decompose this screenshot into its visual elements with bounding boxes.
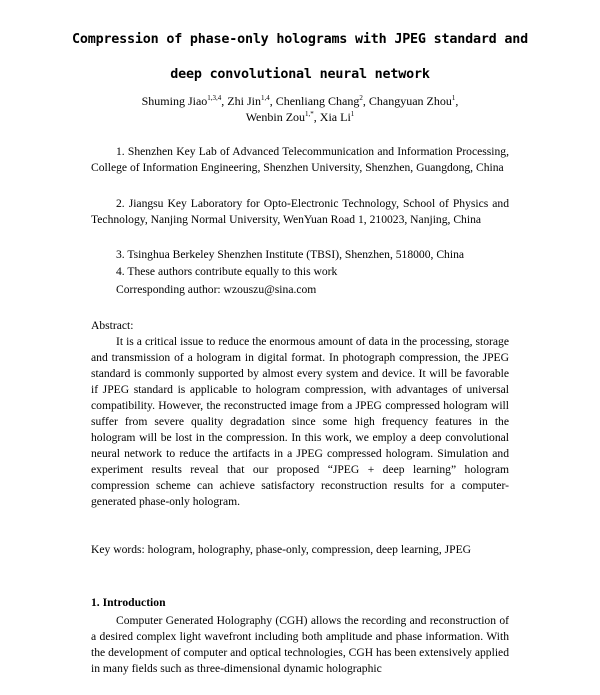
abstract-body: It is a critical issue to reduce the enormous amount of data in the processing, storage and transmission of a hologram in digital format. In photograph compression, the JPEG standard is commonly supported by almost every system and device. It will be favorable if JPEG standard is applicable to hologram compression, with advantages of universal compatibility. However, the reconstructed image from a JPEG compressed hologram will suffer from severe quality degradation since some high frequency features in the hologram will be lost in the compression. In this work, we employ a deep convolutional neural network to reduce the artifacts in a JPEG compressed hologram. Simulation and experiment results reveal that our proposed “JPEG + deep learning” hologram compression scheme can achieve satisfactory reconstruction results for a computer-generated phase-only hologram. (91, 335, 509, 508)
author-affiliation-sup: 1 (350, 110, 355, 118)
affiliation-3: 3. Tsinghua Berkeley Shenzhen Institute (TBSI), Shenzhen, 518000, China (116, 248, 465, 261)
author-affiliation-sup: 2 (359, 94, 363, 102)
author-name: Xia Li (319, 110, 351, 124)
author-name: Changyuan Zhou (368, 94, 452, 108)
affiliation-1: 1. Shenzhen Key Lab of Advanced Telecommunication and Information Processing, College of Information Engineering, Shenzhen University, Shenzhen, Guangdong, China (91, 145, 509, 174)
section-heading-introduction: 1. Introduction (91, 596, 166, 609)
keywords: Key words: hologram, holography, phase-only, compression, deep learning, JPEG (91, 543, 472, 556)
author-list-line-1: Shuming Jiao$^{1,3,4}$, Zhi Jin$^{1,4}$, Chenliang Chang$^2$, Changyuan Zhou$^1$, (141, 94, 459, 108)
affiliation-4: 4. These authors contribute equally to this work (116, 265, 338, 278)
affiliation-2: 2. Jiangsu Key Laboratory for Opto-Electronic Technology, School of Physics and Technology, Nanjing Normal University, WenYuan Road 1, 210023, Nanjing, China (91, 197, 509, 226)
author-list-line-2: Wenbin Zou$^{1,*}$, Xia Li$^1$ (245, 110, 355, 124)
author-name: Zhi Jin (227, 94, 261, 108)
author-name: Chenliang Chang (275, 94, 360, 108)
author-affiliation-sup: 1,3,4 (207, 94, 222, 102)
abstract-label: Abstract: (91, 319, 134, 332)
author-name: Shuming Jiao (141, 94, 208, 108)
author-affiliation-sup: 1 (451, 94, 456, 102)
corresponding-author: Corresponding author: wzouszu@sina.com (116, 283, 317, 296)
introduction-body: Computer Generated Holography (CGH) allows the recording and reconstruction of a desired complex light wavefront including both amplitude and phase information. With the development of computer and optical technologies, CGH has been extensively applied in many fields such as three-dimensional dynamic holographic (91, 614, 509, 675)
paper-title-line-2: deep convolutional neural network (170, 67, 430, 82)
paper-title-line-1: Compression of phase-only holograms with JPEG standard and (72, 32, 528, 47)
author-affiliation-sup: 1,* (305, 110, 314, 118)
author-name: Wenbin Zou (245, 110, 306, 124)
author-affiliation-sup: 1,4 (260, 94, 270, 102)
